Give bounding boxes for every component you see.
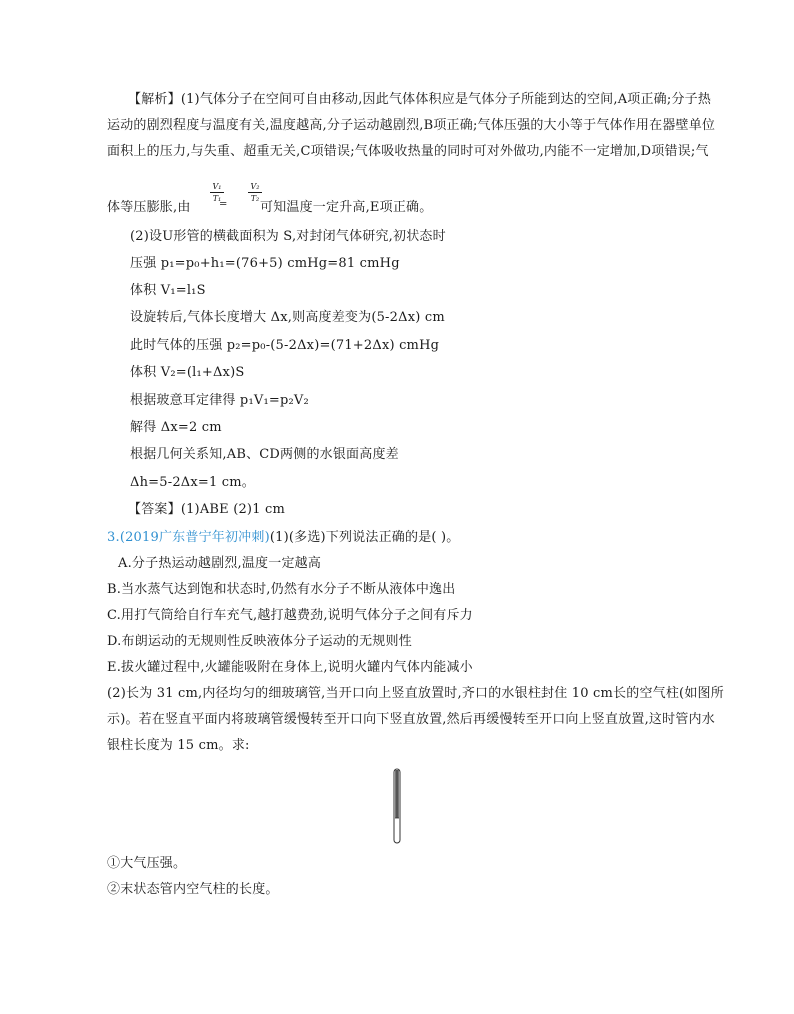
equals-sign: = (219, 199, 228, 210)
analysis-line-1 (128, 92, 711, 108)
analysis-p2-line-6: 体积 V₂=(l₁+Δx)S (130, 365, 245, 380)
analysis-p2-line-1: (2)设U形管的横截面积为 S,对封闭气体研究,初状态时 (130, 229, 446, 244)
option-d: D.布朗运动的无规则性反映液体分子运动的无规则性 (107, 634, 412, 649)
analysis-line-4a: 体等压膨胀,由 (107, 200, 191, 215)
part2-line-2: 示)。若在竖直平面内将玻璃管缓慢转至开口向下竖直放置,然后再缓慢转至开口向上竖直放置,这时管内水 (107, 712, 715, 727)
answer-text: (1)ABE (2)1 cm (180, 502, 286, 517)
analysis-label: 【解析】 (128, 92, 181, 107)
option-a: A.分子热运动越剧烈,温度一定越高 (118, 556, 322, 571)
analysis-p2-line-3: 体积 V₁=l₁S (130, 283, 206, 298)
answer-line (128, 502, 285, 518)
fraction-denominator: T₂ (250, 194, 260, 203)
answer-label: 【答案】 (128, 502, 181, 517)
fraction-bar (248, 192, 262, 193)
fraction-denominator: T₁ (212, 194, 222, 203)
question-number: 3. (107, 530, 120, 545)
analysis-p2-line-5: 此时气体的压强 p₂=p₀-(5-2Δx)=(71+2Δx) cmHg (130, 338, 440, 353)
option-b: B.当水蒸气达到饱和状态时,仍然有水分子不断从液体中逸出 (107, 582, 456, 597)
analysis-p2-line-9: 根据几何关系知,AB、CD两侧的水银面高度差 (130, 447, 399, 462)
question-source: (2019广东普宁年初冲刺) (119, 530, 270, 545)
analysis-text: (1)气体分子在空间可自由移动,因此气体体积应是气体分子所能到达的空间,A项正确;分子热 (180, 92, 712, 107)
question-stem: (1)(多选)下列说法正确的是( )。 (269, 530, 460, 545)
analysis-line-4b: 可知温度一定升高,E项正确。 (260, 200, 433, 215)
fraction-numerator: V₁ (212, 182, 222, 191)
option-c: C.用打气筒给自行车充气,越打越费劲,说明气体分子之间有斥力 (107, 608, 473, 623)
fraction-numerator: V₂ (250, 182, 260, 191)
mercury-column (395, 770, 399, 818)
analysis-p2-line-8: 解得 Δx=2 cm (130, 420, 222, 435)
option-e: E.拔火罐过程中,火罐能吸附在身体上,说明火罐内气体内能减小 (107, 660, 473, 675)
analysis-line-3: 面积上的压力,与失重、超重无关,C项错误;气体吸收热量的同时可对外做功,内能不一定增加,D项错误;气 (107, 144, 709, 159)
analysis-line-2: 运动的剧烈程度与温度有关,温度越高,分子运动越剧烈,B项正确;气体压强的大小等于气体作用在器壁单位 (107, 118, 716, 133)
part2-line-1: (2)长为 31 cm,内径均匀的细玻璃管,当开口向上竖直放置时,齐口的水银柱封住 10 cm长的空气柱(如图所 (107, 686, 724, 701)
question-3-header (107, 530, 459, 546)
fraction-bar (210, 192, 224, 193)
analysis-p2-line-7: 根据玻意耳定律得 p₁V₁=p₂V₂ (130, 393, 309, 408)
analysis-p2-line-10: Δh=5-2Δx=1 cm。 (130, 475, 256, 490)
analysis-p2-line-2: 压强 p₁=p₀+h₁=(76+5) cmHg=81 cmHg (130, 256, 400, 271)
sub-question-2: ②末状态管内空气柱的长度。 (107, 882, 279, 897)
glass-tube-figure (390, 768, 404, 848)
part2-line-3: 银柱长度为 15 cm。求: (107, 738, 250, 753)
analysis-p2-line-4: 设旋转后,气体长度增大 Δx,则高度差变为(5-2Δx) cm (130, 310, 445, 325)
sub-question-1: ①大气压强。 (107, 856, 187, 871)
